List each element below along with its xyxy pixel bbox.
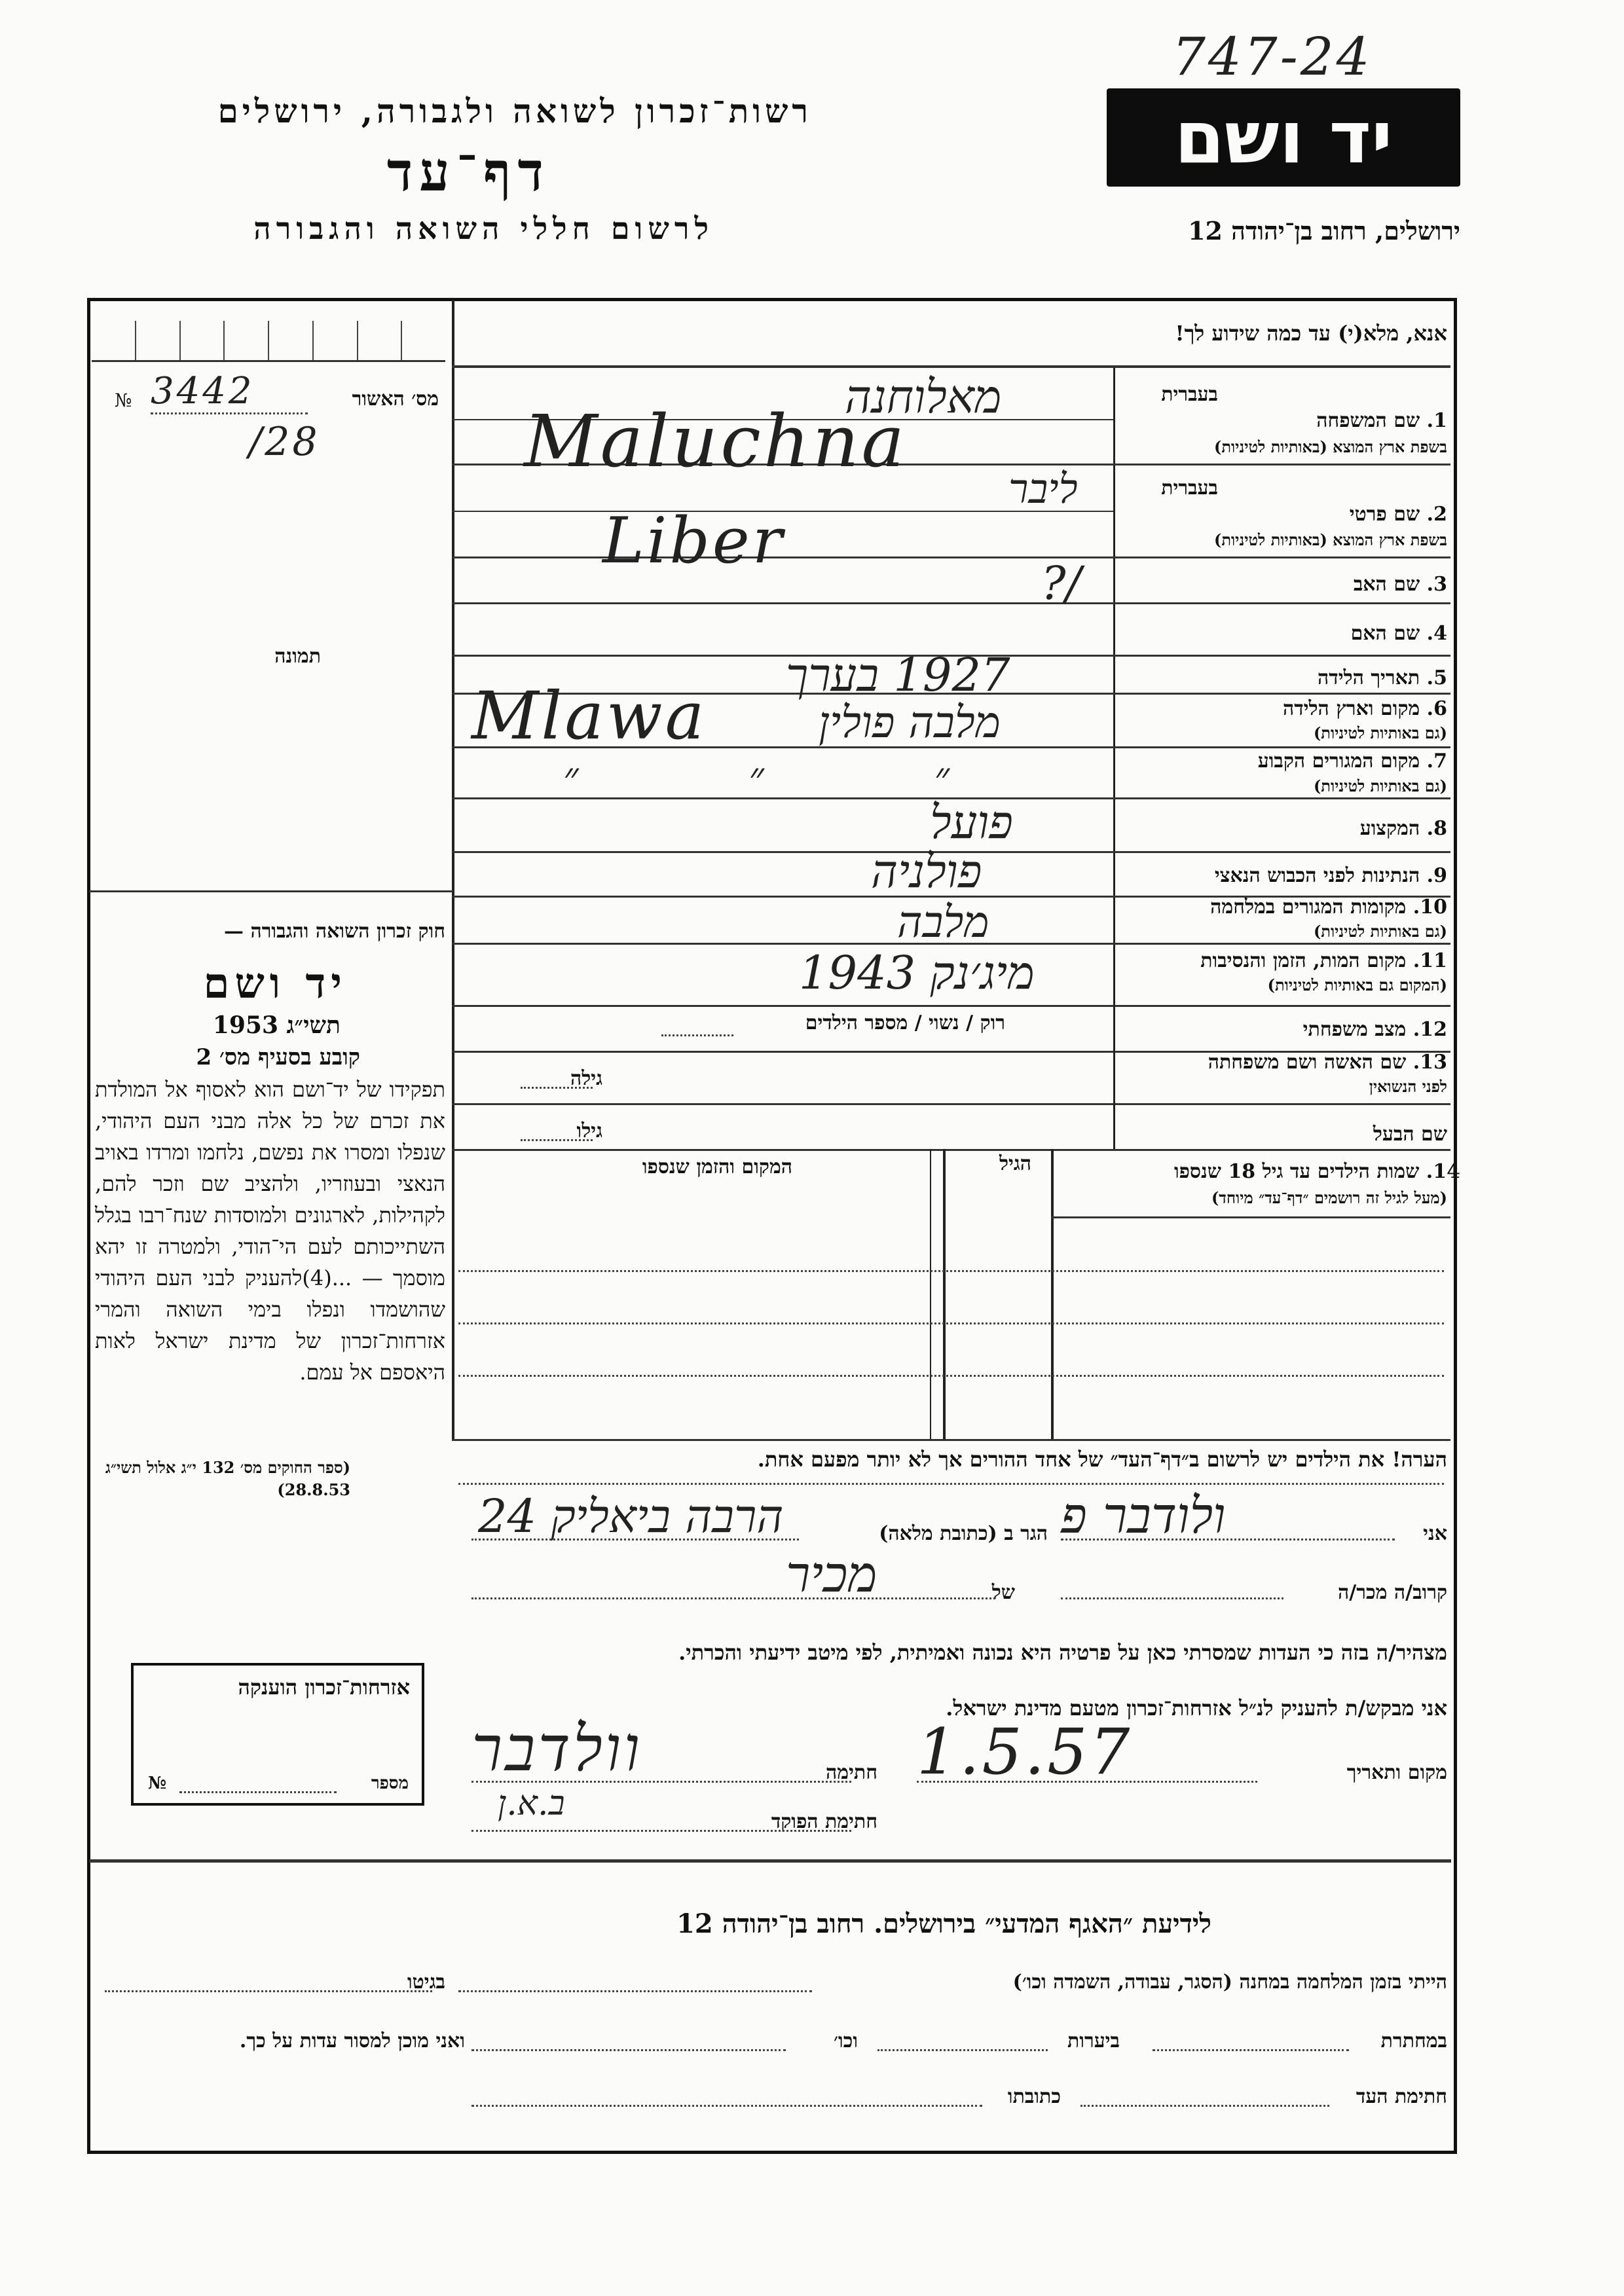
field-9-hw: פולניה xyxy=(871,845,982,898)
bottom-line3-witness-sig: חתימת העד xyxy=(1356,2085,1447,2108)
rule-f11 xyxy=(452,1005,1450,1007)
instructions-rule xyxy=(452,365,1450,368)
field-3-hw: /? xyxy=(1041,556,1082,610)
inspector-hw: ב.א.ן xyxy=(498,1784,565,1823)
relative-of: של xyxy=(991,1581,1015,1604)
rule-f2 xyxy=(452,556,1450,558)
field-2-no: 2. xyxy=(1426,503,1447,526)
children-col-divider-1 xyxy=(1051,1149,1054,1440)
law-name: יד ושם xyxy=(203,959,347,1008)
field-12-label xyxy=(1303,1018,1447,1041)
signature-hw: וולדבר xyxy=(471,1712,642,1785)
rule-f13 xyxy=(452,1103,1450,1105)
reference-number: 747-24 xyxy=(1172,26,1373,87)
note-line: הערה! את הילדים יש לרשום ב״דף־העד״ של אחד ההורים אך לא יותר מפעם אחת. xyxy=(757,1447,1447,1472)
field-7-label xyxy=(1258,750,1447,773)
children-col-place: המקום והזמן שנספו xyxy=(642,1156,792,1178)
field-3-label xyxy=(1354,573,1447,596)
field-11-sub: (המקום גם באותיות לטיניות) xyxy=(1267,975,1447,994)
request: אני מבקש/ת להעניק לנ״ל אזרחות־זכרון מטעם מדינת ישראל. xyxy=(946,1696,1447,1721)
field-13-label xyxy=(1208,1051,1447,1074)
children-row-2 xyxy=(458,1322,1444,1324)
form-subtitle: לרשום חללי השואה והגבורה xyxy=(253,211,714,246)
field-5-text: תאריך הלידה xyxy=(1318,666,1420,689)
children-row-3 xyxy=(458,1375,1444,1377)
field-6-text: מקום וארץ הלידה xyxy=(1282,697,1420,720)
bottom-heading: לידיעת ״האגף המדעי״ בירושלים. רחוב בן־יהודה 12 xyxy=(676,1908,1211,1939)
signature-label: חתימה xyxy=(826,1761,877,1784)
field-4-text: שם האם xyxy=(1350,622,1420,645)
field-13-divider xyxy=(1113,1051,1115,1149)
declarant-name-dots xyxy=(1061,1539,1395,1540)
field-1-sub: בשפת ארץ המוצא (באותיות לטיניות) xyxy=(1214,437,1447,456)
field-12-options: רוק / נשוי / מספר הילדים xyxy=(805,1011,1005,1034)
relative-label: קרוב/ה מכר/ה xyxy=(1338,1581,1447,1604)
field-2-sub: בשפת ארץ המוצא (באותיות לטיניות) xyxy=(1214,530,1447,549)
inspector-label: חתימת הפוקד xyxy=(771,1810,877,1833)
field-12-text: מצב משפחתי xyxy=(1302,1018,1407,1041)
note-rule xyxy=(458,1483,1444,1485)
approval-no-mark: № xyxy=(115,390,132,411)
law-clause: קובע בסעיף מס׳ 2 xyxy=(196,1044,360,1070)
statement: מצהיר/ה בזה כי העדות שמסרתי כאן על פרטיה היא נכונה ואמיתית, לפי מיטב ידיעתי והכרתי. xyxy=(678,1640,1447,1665)
left-column-divider xyxy=(452,300,454,1439)
bottom-line2-forests: ביערות xyxy=(1067,2030,1120,2052)
field-1-hw-hebrew: מאלוחנה xyxy=(845,370,1002,424)
form-title: דף־עד xyxy=(386,141,550,204)
field-1-text: שם המשפחה xyxy=(1316,409,1420,432)
yad-vashem-logo xyxy=(1107,88,1460,187)
field-3-text: שם האב xyxy=(1353,573,1420,596)
field-2-label xyxy=(1350,503,1447,526)
place-date-hw: 1.5.57 xyxy=(917,1715,1133,1789)
citizenship-no-mark: № xyxy=(148,1774,167,1793)
citizenship-box xyxy=(131,1663,424,1806)
bottom-line2-dots-c xyxy=(471,2049,786,2051)
field-13-no: 13. xyxy=(1412,1051,1447,1074)
field-13-age-dots xyxy=(521,1087,593,1089)
children-bottom-rule xyxy=(452,1439,1450,1441)
rule-f13b xyxy=(452,1149,1450,1151)
citizenship-number-label: מספר xyxy=(371,1774,409,1793)
field-6-sub: (גם באותיות לטיניות) xyxy=(1313,723,1447,742)
relative-hw: מכיר xyxy=(786,1545,877,1603)
field-11-no: 11. xyxy=(1412,949,1447,972)
approval-label: מס׳ האשור xyxy=(352,388,439,410)
instructions: אנא, מלא(י) עד כמה שידוע לך! xyxy=(1175,321,1447,346)
field-10-no: 10. xyxy=(1412,896,1447,919)
field-8-hw: פועל xyxy=(930,795,1013,849)
bottom-section-rule xyxy=(89,1859,1451,1863)
field-10-text: מקומות המגורים במלחמה xyxy=(1210,896,1407,919)
husband-label: שם הבעל xyxy=(1373,1123,1447,1146)
approval-number: 3442 xyxy=(151,370,255,412)
label-column-divider xyxy=(1113,367,1115,1113)
field-10-label xyxy=(1210,896,1447,919)
declaration-ani: אני xyxy=(1423,1522,1447,1545)
citizenship-title: אזרחות־זכרון הוענקה xyxy=(238,1675,410,1700)
children-col-divider-2 xyxy=(943,1149,946,1440)
children-col-divider-3 xyxy=(930,1149,931,1440)
field-8-text: המקצוע xyxy=(1359,817,1420,840)
address-dots xyxy=(471,1539,799,1540)
logo-text: יד ושם xyxy=(1174,96,1393,179)
signature-dots xyxy=(471,1781,851,1783)
children-col-names-sub: (מעל לגיל זה רושמים ״דף־עד״ מיוחד) xyxy=(1211,1188,1447,1207)
stub-cells xyxy=(92,321,445,362)
field-11-text: מקום המות, הזמן והנסיבות xyxy=(1200,949,1407,972)
husband-age: גילו xyxy=(576,1120,602,1142)
residing-text: הגר ב xyxy=(1004,1522,1048,1545)
field-8-label xyxy=(1360,817,1447,840)
field-6-no: 6. xyxy=(1426,697,1447,720)
field-2-text: שם פרטי xyxy=(1349,503,1420,526)
field-9-label xyxy=(1215,864,1447,887)
field-9-no: 9. xyxy=(1426,864,1447,887)
bottom-line3-dots-a xyxy=(1080,2105,1329,2107)
relative-of-dots xyxy=(471,1597,995,1599)
field-12-no: 12. xyxy=(1412,1018,1447,1041)
field-10-hw: מלבה xyxy=(897,897,989,947)
bottom-line2-ready: ואני מוכן למסור עדות על כך. xyxy=(239,2030,465,2052)
place-date-dots xyxy=(917,1781,1257,1783)
field-13-sub: לפני הנשואין xyxy=(1369,1077,1447,1096)
field-13-age: גילה xyxy=(570,1067,602,1090)
field-1-hw-latin: Maluchna xyxy=(524,399,908,483)
rule-left-law xyxy=(89,890,453,892)
children-row-1 xyxy=(458,1270,1444,1272)
field-5-hw: 1927 בערך xyxy=(786,648,1010,702)
field-3-no: 3. xyxy=(1426,573,1447,596)
field-7-text: מקום המגורים הקבוע xyxy=(1257,750,1420,773)
bottom-line2-dots-a xyxy=(1153,2049,1349,2051)
place-date-label: מקום ותאריך xyxy=(1346,1761,1447,1784)
husband-age-dots xyxy=(521,1139,593,1141)
relative-dots xyxy=(1061,1597,1283,1599)
field-10-sub: (גם באותיות לטיניות) xyxy=(1313,922,1447,941)
law-heading: חוק זכרון השואה והגבורה — xyxy=(224,920,445,943)
field-2-hebrew-tag: בעברית xyxy=(1161,477,1218,500)
rule-f3 xyxy=(452,602,1450,604)
field-7-sub: (גם באותיות לטיניות) xyxy=(1313,776,1447,795)
field-11-label xyxy=(1200,949,1447,972)
institution-name: רשות־זכרון לשואה ולגבורה, ירושלים xyxy=(217,92,812,130)
inspector-dots xyxy=(471,1830,851,1832)
citizenship-dots xyxy=(179,1791,337,1793)
children-col-age: הגיל xyxy=(999,1152,1031,1175)
approval-suffix: /28 xyxy=(249,419,320,465)
declarant-name-hw: ולודבר פ xyxy=(1061,1486,1226,1544)
field-12-dots xyxy=(661,1034,733,1036)
field-11-hw: מיג׳נק 1943 xyxy=(799,946,1035,1000)
children-title: שמות הילדים עד גיל 18 שנספו xyxy=(1173,1160,1420,1183)
bottom-line1-dots-b xyxy=(105,1990,432,1992)
law-year: תשי״ג 1953 xyxy=(212,1011,341,1039)
field-2-hw-latin: Liber xyxy=(602,504,785,577)
field-5-no: 5. xyxy=(1426,666,1447,689)
field-4-label xyxy=(1351,622,1447,645)
field-13-text: שם האשה ושם משפחתה xyxy=(1208,1051,1407,1074)
bottom-line1-camp: הייתי בזמן המלחמה במחנה (הסגר, עבודה, השמדה וכו׳) xyxy=(1012,1971,1447,1994)
address-label: (כתובת מלאה) xyxy=(879,1522,997,1545)
field-6-hw-latin: Mlawa xyxy=(471,678,707,754)
field-1-no: 1. xyxy=(1426,409,1447,432)
field-2-hw-hebrew: ליבר xyxy=(1008,465,1078,513)
law-source: (ספר החוקים מס׳ 132 י״ג אלול תשי״ג 28.8.53) xyxy=(105,1458,350,1499)
bottom-line2-etc: וכו׳ xyxy=(834,2030,858,2052)
children-col-names xyxy=(1174,1160,1460,1183)
address-hw: הרבה ביאליק 24 xyxy=(478,1489,784,1543)
field-5-label xyxy=(1318,666,1447,689)
photo-label: תמונה xyxy=(274,645,321,668)
field-8-no: 8. xyxy=(1426,817,1447,840)
children-header-rule xyxy=(1051,1216,1450,1218)
field-9-text: הנתינות לפני הכבוש הנאצי xyxy=(1214,864,1420,887)
bottom-line1-dots-a xyxy=(458,1990,812,1992)
field-6-hw-hebrew: מלבה פולין xyxy=(819,697,1001,748)
field-7-no: 7. xyxy=(1426,750,1447,773)
declaration-residing xyxy=(879,1522,1048,1545)
bottom-line1-ghetto: בגיטו xyxy=(407,1971,445,1994)
field-7-hw: ״ ״ ״ xyxy=(563,753,950,801)
field-4-no: 4. xyxy=(1426,622,1447,645)
bottom-line2-dots-b xyxy=(877,2049,1048,2051)
children-no: 14. xyxy=(1426,1160,1460,1183)
header-address: ירושלים, רחוב בן־יהודה 12 xyxy=(1188,216,1460,246)
bottom-line3-address: כתובתו xyxy=(1007,2085,1061,2108)
field-1-hebrew-tag: בעברית xyxy=(1161,383,1218,406)
approval-dots xyxy=(151,412,308,414)
bottom-line2-underground: במחתרת xyxy=(1380,2030,1447,2052)
bottom-line3-dots-b xyxy=(471,2105,982,2107)
field-6-label xyxy=(1283,697,1447,720)
field-1-label xyxy=(1316,409,1447,432)
field-12-divider xyxy=(1113,1005,1115,1051)
law-body: תפקידו של יד־ושם הוא לאסוף אל המולדת את זכרם של כל אלה מבני העם היהודי, שנפלו ומסרו את נפשם, נלחמו ומרדו באויב הנאצי ובעוזריו, ולהציב שם וזכר להם, לקהילות, לארגונים ולמוסדות שנח־רבו בגלל השתייכותם לעם הי־הודי, ולמטרה זו יהא מוסמך — ...(4)להעניק לבני העם היהודי שהושמדו ונפלו בימי השואה והמרי אזרחות־זכרון של מדינת ישראל לאות היאספם אל עמם. xyxy=(95,1077,446,1385)
